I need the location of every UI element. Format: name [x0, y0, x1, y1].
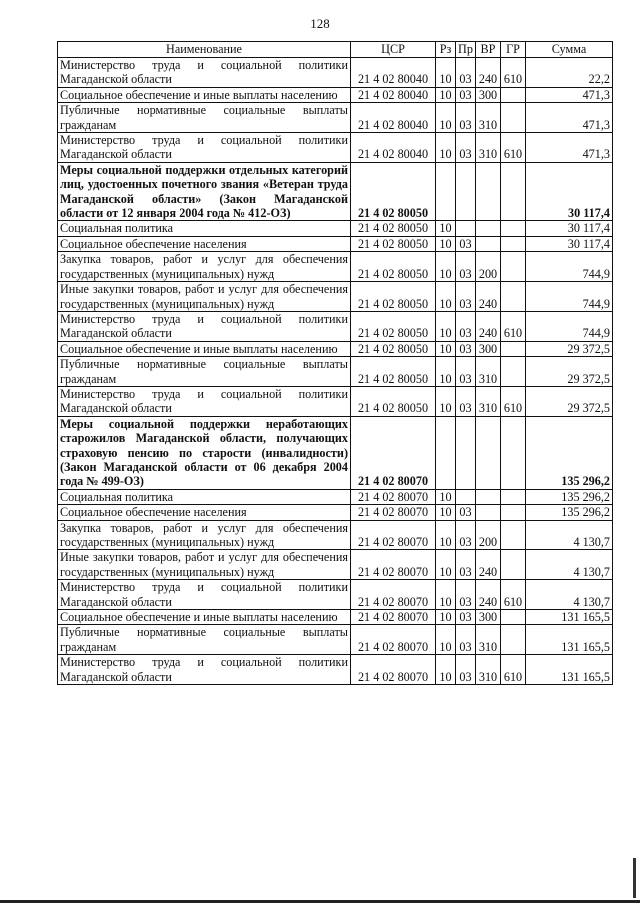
cell-gr: [501, 357, 526, 387]
cell-pr: 03: [456, 520, 476, 550]
cell-sum: 29 372,5: [526, 357, 613, 387]
cell-pr: 03: [456, 625, 476, 655]
table-row: [58, 282, 613, 312]
table-header-row: [58, 42, 613, 58]
cell-sum: 4 130,7: [526, 550, 613, 580]
cell-csr: 21 4 02 80040: [351, 103, 436, 133]
cell-rz: 10: [436, 505, 456, 520]
table-row: [58, 103, 613, 133]
cell-name: Министерство труда и социальной политики Магаданской области: [58, 386, 351, 416]
header-rz: Рз: [436, 42, 456, 58]
cell-sum: 30 117,4: [526, 162, 613, 221]
cell-gr: [501, 341, 526, 356]
cell-sum: 30 117,4: [526, 221, 613, 236]
cell-rz: 10: [436, 252, 456, 282]
cell-sum: 30 117,4: [526, 236, 613, 251]
cell-name: Публичные нормативные социальные выплаты гражданам: [58, 103, 351, 133]
cell-vr: [476, 416, 501, 489]
cell-gr: 610: [501, 133, 526, 163]
cell-sum: 471,3: [526, 103, 613, 133]
cell-rz: 10: [436, 625, 456, 655]
cell-sum: 135 296,2: [526, 505, 613, 520]
cell-csr: 21 4 02 80050: [351, 221, 436, 236]
cell-csr: 21 4 02 80070: [351, 580, 436, 610]
cell-pr: 03: [456, 550, 476, 580]
cell-csr: 21 4 02 80050: [351, 252, 436, 282]
table-row: [58, 236, 613, 251]
cell-rz: 10: [436, 87, 456, 102]
cell-csr: 21 4 02 80050: [351, 236, 436, 251]
table-row: [58, 87, 613, 102]
cell-pr: [456, 162, 476, 221]
cell-pr: 03: [456, 87, 476, 102]
table-row: [58, 550, 613, 580]
header-vr: ВР: [476, 42, 501, 58]
table-row: [58, 221, 613, 236]
cell-sum: 22,2: [526, 58, 613, 88]
cell-rz: 10: [436, 357, 456, 387]
cell-vr: 310: [476, 103, 501, 133]
table-body: [58, 58, 613, 685]
cell-name: Иные закупки товаров, работ и услуг для обеспечения государственных (муниципальных) нужд: [58, 282, 351, 312]
cell-gr: [501, 610, 526, 625]
cell-name: Закупка товаров, работ и услуг для обеспечения государственных (муниципальных) нужд: [58, 520, 351, 550]
table-row: [58, 357, 613, 387]
cell-rz: 10: [436, 133, 456, 163]
cell-vr: [476, 236, 501, 251]
table-row: [58, 610, 613, 625]
table-row: [58, 505, 613, 520]
cell-csr: 21 4 02 80040: [351, 133, 436, 163]
page-number: 128: [310, 16, 330, 31]
cell-vr: 240: [476, 580, 501, 610]
cell-sum: 29 372,5: [526, 341, 613, 356]
cell-csr: 21 4 02 80050: [351, 341, 436, 356]
page-right-edge-mark: [633, 858, 636, 898]
cell-vr: 300: [476, 87, 501, 102]
cell-sum: 131 165,5: [526, 610, 613, 625]
cell-pr: [456, 489, 476, 504]
cell-gr: [501, 282, 526, 312]
cell-rz: [436, 416, 456, 489]
table-row: [58, 520, 613, 550]
cell-gr: 610: [501, 386, 526, 416]
cell-vr: [476, 221, 501, 236]
cell-sum: 131 165,5: [526, 655, 613, 685]
cell-name: Министерство труда и социальной политики Магаданской области: [58, 655, 351, 685]
cell-sum: 135 296,2: [526, 489, 613, 504]
cell-csr: 21 4 02 80070: [351, 610, 436, 625]
header-sum: Сумма: [526, 42, 613, 58]
cell-pr: [456, 221, 476, 236]
cell-vr: [476, 505, 501, 520]
cell-csr: 21 4 02 80070: [351, 505, 436, 520]
cell-vr: 300: [476, 341, 501, 356]
cell-pr: 03: [456, 655, 476, 685]
cell-gr: [501, 87, 526, 102]
cell-csr: 21 4 02 80070: [351, 489, 436, 504]
cell-csr: 21 4 02 80040: [351, 87, 436, 102]
cell-rz: 10: [436, 520, 456, 550]
cell-pr: 03: [456, 103, 476, 133]
cell-pr: 03: [456, 357, 476, 387]
cell-csr: 21 4 02 80050: [351, 282, 436, 312]
cell-rz: 10: [436, 221, 456, 236]
cell-vr: 310: [476, 133, 501, 163]
cell-name: Социальная политика: [58, 489, 351, 504]
cell-gr: 610: [501, 311, 526, 341]
cell-vr: 300: [476, 610, 501, 625]
table-row: [58, 162, 613, 221]
cell-sum: 744,9: [526, 282, 613, 312]
cell-vr: 200: [476, 520, 501, 550]
cell-gr: [501, 416, 526, 489]
cell-pr: 03: [456, 133, 476, 163]
cell-pr: 03: [456, 505, 476, 520]
page-bottom-edge: [0, 900, 640, 903]
table-row: [58, 311, 613, 341]
cell-rz: 10: [436, 236, 456, 251]
table-row: [58, 655, 613, 685]
cell-name: Закупка товаров, работ и услуг для обеспечения государственных (муниципальных) нужд: [58, 252, 351, 282]
header-gr: ГР: [501, 42, 526, 58]
cell-csr: 21 4 02 80070: [351, 416, 436, 489]
cell-rz: [436, 162, 456, 221]
cell-sum: 4 130,7: [526, 520, 613, 550]
cell-gr: [501, 489, 526, 504]
table-row: [58, 252, 613, 282]
cell-rz: 10: [436, 489, 456, 504]
cell-gr: 610: [501, 58, 526, 88]
cell-vr: 200: [476, 252, 501, 282]
cell-gr: 610: [501, 580, 526, 610]
cell-gr: [501, 505, 526, 520]
cell-name: Социальное обеспечение населения: [58, 236, 351, 251]
cell-name: Публичные нормативные социальные выплаты гражданам: [58, 625, 351, 655]
cell-sum: 4 130,7: [526, 580, 613, 610]
cell-pr: 03: [456, 58, 476, 88]
cell-vr: 310: [476, 386, 501, 416]
cell-vr: 310: [476, 655, 501, 685]
cell-csr: 21 4 02 80070: [351, 520, 436, 550]
cell-name: Министерство труда и социальной политики Магаданской области: [58, 133, 351, 163]
cell-name: Социальное обеспечение и иные выплаты населению: [58, 87, 351, 102]
cell-name: Социальное обеспечение и иные выплаты населению: [58, 610, 351, 625]
cell-gr: 610: [501, 655, 526, 685]
cell-rz: 10: [436, 580, 456, 610]
cell-csr: 21 4 02 80050: [351, 357, 436, 387]
cell-gr: [501, 550, 526, 580]
cell-csr: 21 4 02 80050: [351, 311, 436, 341]
cell-pr: [456, 416, 476, 489]
table-row: [58, 580, 613, 610]
cell-vr: 240: [476, 550, 501, 580]
cell-pr: 03: [456, 282, 476, 312]
cell-vr: [476, 162, 501, 221]
cell-name: Меры социальной поддержки неработающих старожилов Магаданской области, получающих страховую пенсию по старости (инвалидности) (Закон Магаданской области от 06 декабря 2004 года № 499-ОЗ): [58, 416, 351, 489]
cell-rz: 10: [436, 550, 456, 580]
cell-sum: 135 296,2: [526, 416, 613, 489]
cell-vr: 240: [476, 282, 501, 312]
table-row: [58, 625, 613, 655]
cell-gr: [501, 162, 526, 221]
table-row: [58, 58, 613, 88]
cell-sum: 744,9: [526, 311, 613, 341]
cell-gr: [501, 221, 526, 236]
cell-rz: 10: [436, 341, 456, 356]
cell-gr: [501, 252, 526, 282]
table-row: [58, 133, 613, 163]
cell-vr: 310: [476, 625, 501, 655]
cell-pr: 03: [456, 252, 476, 282]
cell-csr: 21 4 02 80050: [351, 162, 436, 221]
cell-rz: 10: [436, 311, 456, 341]
cell-pr: 03: [456, 610, 476, 625]
cell-sum: 29 372,5: [526, 386, 613, 416]
header-csr: ЦСР: [351, 42, 436, 58]
cell-vr: 240: [476, 58, 501, 88]
header-name: Наименование: [58, 42, 351, 58]
cell-pr: 03: [456, 311, 476, 341]
table-row: [58, 489, 613, 504]
cell-sum: 471,3: [526, 133, 613, 163]
cell-sum: 744,9: [526, 252, 613, 282]
table-row: [58, 341, 613, 356]
cell-name: Социальное обеспечение и иные выплаты населению: [58, 341, 351, 356]
cell-name: Меры социальной поддержки отдельных категорий лиц, удостоенных почетного звания «Ветеран труда Магаданской области» (Закон Магаданской области от 12 января 2004 года № 412-ОЗ): [58, 162, 351, 221]
cell-rz: 10: [436, 386, 456, 416]
cell-gr: [501, 625, 526, 655]
cell-name: Министерство труда и социальной политики Магаданской области: [58, 580, 351, 610]
cell-pr: 03: [456, 386, 476, 416]
cell-rz: 10: [436, 655, 456, 685]
cell-gr: [501, 520, 526, 550]
cell-gr: [501, 103, 526, 133]
cell-rz: 10: [436, 610, 456, 625]
cell-name: Публичные нормативные социальные выплаты гражданам: [58, 357, 351, 387]
cell-csr: 21 4 02 80070: [351, 625, 436, 655]
cell-vr: [476, 489, 501, 504]
cell-rz: 10: [436, 282, 456, 312]
cell-pr: 03: [456, 580, 476, 610]
cell-csr: 21 4 02 80040: [351, 58, 436, 88]
cell-csr: 21 4 02 80050: [351, 386, 436, 416]
cell-sum: 471,3: [526, 87, 613, 102]
header-pr: Пр: [456, 42, 476, 58]
cell-sum: 131 165,5: [526, 625, 613, 655]
cell-gr: [501, 236, 526, 251]
cell-csr: 21 4 02 80070: [351, 550, 436, 580]
cell-name: Министерство труда и социальной политики Магаданской области: [58, 311, 351, 341]
budget-table: [57, 41, 613, 685]
cell-pr: 03: [456, 341, 476, 356]
cell-rz: 10: [436, 103, 456, 133]
cell-name: Социальная политика: [58, 221, 351, 236]
cell-name: Социальное обеспечение населения: [58, 505, 351, 520]
cell-vr: 310: [476, 357, 501, 387]
cell-name: Министерство труда и социальной политики Магаданской области: [58, 58, 351, 88]
table-row: [58, 416, 613, 489]
cell-vr: 240: [476, 311, 501, 341]
cell-pr: 03: [456, 236, 476, 251]
table-row: [58, 386, 613, 416]
cell-csr: 21 4 02 80070: [351, 655, 436, 685]
cell-rz: 10: [436, 58, 456, 88]
cell-name: Иные закупки товаров, работ и услуг для обеспечения государственных (муниципальных) нужд: [58, 550, 351, 580]
